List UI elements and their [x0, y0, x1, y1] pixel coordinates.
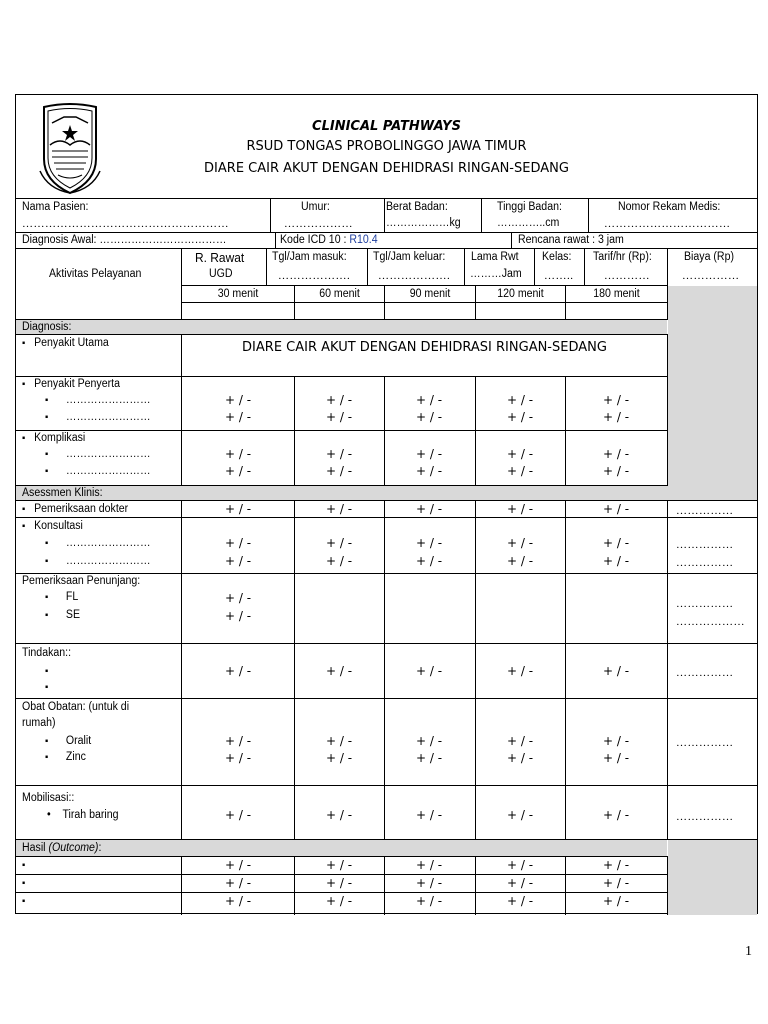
lama-rawat-header: Lama Rwt: [471, 251, 519, 263]
mobilisasi-label: Mobilisasi::: [22, 792, 75, 804]
plus-minus-mark[interactable]: + / -: [224, 447, 252, 461]
ugd-label: UGD: [209, 268, 233, 280]
plus-minus-mark[interactable]: + / -: [506, 536, 534, 550]
hasil-item[interactable]: ▪: [22, 860, 26, 871]
plus-minus-mark[interactable]: + / -: [325, 664, 353, 678]
plus-minus-mark[interactable]: + / -: [506, 664, 534, 678]
plus-minus-mark[interactable]: + / -: [602, 502, 630, 516]
plus-minus-mark[interactable]: + / -: [325, 858, 353, 872]
plus-minus-mark[interactable]: + / -: [602, 447, 630, 461]
plus-minus-mark[interactable]: + / -: [325, 410, 353, 424]
tindakan-item[interactable]: ▪: [45, 666, 49, 677]
time-header-90: 90 menit: [409, 288, 451, 300]
plus-minus-mark[interactable]: + / -: [224, 876, 252, 890]
penunjang-fl: ▪ FL: [45, 591, 79, 603]
kelas-field[interactable]: ……..: [544, 270, 574, 282]
plus-minus-mark[interactable]: + / -: [224, 554, 252, 568]
tinggi-badan-field[interactable]: …………..cm: [497, 217, 560, 229]
plus-minus-mark[interactable]: + / -: [224, 664, 252, 678]
plus-minus-mark[interactable]: + / -: [325, 894, 353, 908]
penyerta-item[interactable]: ▪ ……………………: [45, 411, 151, 423]
tindakan-label: Tindakan::: [22, 647, 72, 659]
plus-minus-mark[interactable]: + / -: [325, 808, 353, 822]
plus-minus-mark[interactable]: + / -: [506, 876, 534, 890]
plus-minus-mark[interactable]: + / -: [325, 751, 353, 765]
plus-minus-mark[interactable]: + / -: [325, 502, 353, 516]
penunjang-se: ▪ SE: [45, 609, 81, 621]
plus-minus-mark[interactable]: + / -: [506, 410, 534, 424]
plus-minus-mark[interactable]: + / -: [224, 734, 252, 748]
tirah-baring: • Tirah baring: [47, 809, 119, 821]
plus-minus-mark[interactable]: + / -: [415, 464, 443, 478]
plus-minus-mark[interactable]: + / -: [506, 554, 534, 568]
penyakit-utama-label: ▪ Penyakit Utama: [22, 337, 109, 349]
plus-minus-mark[interactable]: + / -: [415, 858, 443, 872]
plus-minus-mark[interactable]: + / -: [325, 536, 353, 550]
plus-minus-mark[interactable]: + / -: [224, 751, 252, 765]
plus-minus-mark[interactable]: + / -: [602, 393, 630, 407]
plus-minus-mark[interactable]: + / -: [602, 536, 630, 550]
plus-minus-mark[interactable]: + / -: [506, 464, 534, 478]
plus-minus-mark[interactable]: + / -: [325, 464, 353, 478]
konsultasi-item[interactable]: ▪ ……………………: [45, 537, 151, 549]
plus-minus-mark[interactable]: + / -: [224, 894, 252, 908]
pemeriksaan-dokter-label: ▪ Pemeriksaan dokter: [22, 503, 129, 515]
hasil-item[interactable]: ▪: [22, 878, 26, 889]
plus-minus-mark[interactable]: + / -: [602, 554, 630, 568]
plus-minus-mark[interactable]: + / -: [415, 876, 443, 890]
nama-pasien-field[interactable]: ………………………………………………: [22, 218, 229, 230]
hasil-label: Hasil (Outcome):: [22, 842, 102, 854]
berat-badan-label: Berat Badan:: [386, 201, 448, 213]
plus-minus-mark[interactable]: + / -: [224, 410, 252, 424]
penunjang-label: Pemeriksaan Penunjang:: [22, 575, 141, 587]
plus-minus-mark[interactable]: + / -: [325, 554, 353, 568]
kode-icd-value: R10.4: [349, 234, 378, 246]
time-header-180: 180 menit: [593, 288, 640, 300]
aktivitas-pelayanan-header: Aktivitas Pelayanan: [49, 268, 142, 280]
diagnosis-section-label: Diagnosis:: [22, 321, 72, 333]
plus-minus-mark[interactable]: + / -: [602, 464, 630, 478]
penyerta-item[interactable]: ▪ ……………………: [45, 394, 151, 406]
hospital-name: RSUD TONGAS PROBOLINGGO JAWA TIMUR: [246, 139, 527, 154]
plus-minus-mark[interactable]: + / -: [415, 751, 443, 765]
biaya-header: Biaya (Rp): [684, 251, 734, 263]
plus-minus-mark[interactable]: + / -: [506, 751, 534, 765]
plus-minus-mark[interactable]: + / -: [325, 393, 353, 407]
diagnosis-title: DIARE CAIR AKUT DENGAN DEHIDRASI RINGAN-SEDANG: [204, 161, 569, 176]
plus-minus-mark[interactable]: + / -: [224, 808, 252, 822]
biaya-entry-field[interactable]: ……………: [676, 598, 734, 610]
tgl-keluar-field[interactable]: ……………….: [378, 270, 451, 282]
plus-minus-mark[interactable]: + / -: [506, 734, 534, 748]
plus-minus-mark[interactable]: + / -: [506, 502, 534, 516]
time-header-30: 30 menit: [217, 288, 259, 300]
plus-minus-mark[interactable]: + / -: [506, 808, 534, 822]
tgl-masuk-field[interactable]: ……………….: [278, 270, 351, 282]
tgl-masuk-header: Tgl/Jam masuk:: [272, 251, 347, 263]
plus-minus-mark[interactable]: + / -: [325, 447, 353, 461]
plus-minus-mark[interactable]: + / -: [224, 609, 252, 623]
plus-minus-mark[interactable]: + / -: [415, 894, 443, 908]
plus-minus-mark[interactable]: + / -: [325, 734, 353, 748]
plus-minus-mark[interactable]: + / -: [506, 393, 534, 407]
plus-minus-mark[interactable]: + / -: [415, 734, 443, 748]
kode-icd-label: Kode ICD 10 : R10.4: [280, 234, 378, 246]
biaya-entry-field[interactable]: ……………: [676, 811, 734, 823]
shaded-cell: [16, 320, 667, 334]
plus-minus-mark[interactable]: + / -: [415, 808, 443, 822]
plus-minus-mark[interactable]: + / -: [602, 894, 630, 908]
konsultasi-item[interactable]: ▪ ……………………: [45, 555, 151, 567]
plus-minus-mark[interactable]: + / -: [224, 502, 252, 516]
shaded-cell: [668, 286, 757, 500]
penyakit-penyerta-label: ▪ Penyakit Penyerta: [22, 378, 120, 390]
page-number: 1: [745, 944, 752, 959]
plus-minus-mark[interactable]: + / -: [325, 876, 353, 890]
biaya-entry-field[interactable]: ……………: [676, 667, 734, 679]
rencana-rawat: Rencana rawat : 3 jam: [518, 234, 624, 246]
plus-minus-mark[interactable]: + / -: [415, 664, 443, 678]
biaya-entry-field[interactable]: ……………: [676, 539, 734, 551]
plus-minus-mark[interactable]: + / -: [415, 502, 443, 516]
tinggi-badan-label: Tinggi Badan:: [497, 201, 562, 213]
plus-minus-mark[interactable]: + / -: [602, 876, 630, 890]
shaded-cell: [16, 486, 757, 500]
plus-minus-mark[interactable]: + / -: [224, 536, 252, 550]
shaded-cell: [16, 840, 667, 856]
plus-minus-mark[interactable]: + / -: [602, 751, 630, 765]
plus-minus-mark[interactable]: + / -: [602, 734, 630, 748]
shaded-cell: [668, 840, 757, 915]
obat-zinc: ▪ Zinc: [45, 751, 86, 763]
berat-badan-field[interactable]: ………………kg: [386, 217, 461, 229]
komplikasi-label: ▪ Komplikasi: [22, 432, 86, 444]
form-title: CLINICAL PATHWAYS: [312, 119, 461, 134]
plus-minus-mark[interactable]: + / -: [602, 808, 630, 822]
time-header-60: 60 menit: [319, 288, 360, 300]
plus-minus-mark[interactable]: + / -: [415, 536, 443, 550]
biaya-entry-field[interactable]: ……………: [676, 737, 734, 749]
time-header-120: 120 menit: [497, 288, 544, 300]
umur-field[interactable]: ………………: [284, 218, 353, 230]
penyakit-utama-value: DIARE CAIR AKUT DENGAN DEHIDRASI RINGAN-SEDANG: [242, 340, 607, 355]
plus-minus-mark[interactable]: + / -: [602, 410, 630, 424]
asesmen-section-label: Asessmen Klinis:: [22, 487, 103, 499]
plus-minus-mark[interactable]: + / -: [224, 393, 252, 407]
obat-label-cont: rumah): [22, 717, 56, 729]
biaya-entry-field[interactable]: ………………: [676, 616, 745, 628]
plus-minus-mark[interactable]: + / -: [602, 664, 630, 678]
plus-minus-mark[interactable]: + / -: [415, 410, 443, 424]
plus-minus-mark[interactable]: + / -: [506, 447, 534, 461]
plus-minus-mark[interactable]: + / -: [224, 464, 252, 478]
hasil-item[interactable]: ▪: [22, 896, 26, 907]
konsultasi-label: ▪ Konsultasi: [22, 520, 83, 532]
plus-minus-mark[interactable]: + / -: [506, 894, 534, 908]
tgl-keluar-header: Tgl/Jam keluar:: [373, 251, 446, 263]
biaya-entry-field[interactable]: ……………: [676, 505, 734, 517]
clinical-pathway-form: [15, 94, 758, 914]
biaya-field[interactable]: ……………: [682, 270, 740, 282]
plus-minus-mark[interactable]: + / -: [506, 858, 534, 872]
plus-minus-mark[interactable]: + / -: [224, 591, 252, 605]
lama-rawat-field[interactable]: ………Jam: [470, 268, 522, 280]
biaya-entry-field[interactable]: ……………: [676, 557, 734, 569]
komplikasi-item[interactable]: ▪ ……………………: [45, 448, 151, 460]
obat-oralit: ▪ Oralit: [45, 735, 92, 747]
rekam-medis-field[interactable]: ……………………………: [604, 218, 731, 230]
plus-minus-mark[interactable]: + / -: [415, 447, 443, 461]
plus-minus-mark[interactable]: + / -: [602, 858, 630, 872]
komplikasi-item[interactable]: ▪ ……………………: [45, 465, 151, 477]
tindakan-item[interactable]: ▪: [45, 682, 49, 693]
nama-pasien-label: Nama Pasien:: [22, 201, 89, 213]
tarif-header: Tarif/hr (Rp):: [593, 251, 652, 263]
ruang-rawat-header: R. Rawat: [195, 250, 245, 265]
diagnosis-awal-field[interactable]: Diagnosis Awal: ………………………………: [22, 234, 227, 246]
kelas-header: Kelas:: [542, 251, 572, 263]
rekam-medis-label: Nomor Rekam Medis:: [618, 201, 721, 213]
tarif-field[interactable]: …………: [604, 270, 650, 282]
plus-minus-mark[interactable]: + / -: [415, 393, 443, 407]
plus-minus-mark[interactable]: + / -: [224, 858, 252, 872]
plus-minus-mark[interactable]: + / -: [415, 554, 443, 568]
umur-label: Umur:: [301, 201, 330, 213]
obat-label: Obat Obatan: (untuk di: [22, 701, 130, 713]
